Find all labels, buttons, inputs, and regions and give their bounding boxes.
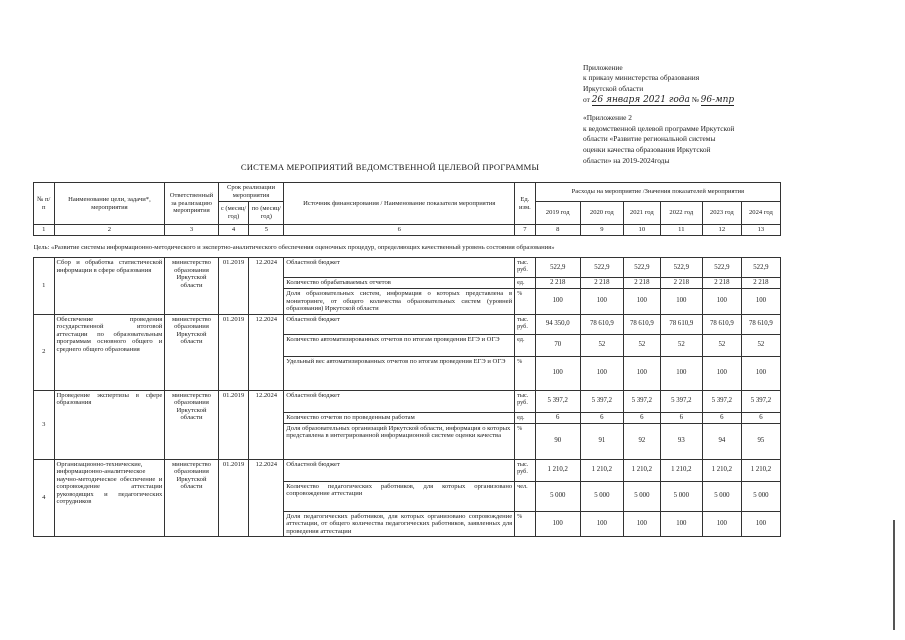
value-cell: 91	[580, 423, 623, 459]
column-number: 5	[249, 225, 284, 236]
column-number: 13	[741, 225, 780, 236]
value-cell: 5 000	[660, 481, 702, 511]
row-number: 4	[34, 459, 55, 537]
unit: тыс. руб.	[515, 390, 536, 412]
value-cell: 78 610,9	[660, 314, 702, 334]
column-number: 2	[54, 225, 165, 236]
value-cell: 2 218	[580, 278, 623, 289]
value-cell: 1 210,2	[535, 459, 580, 481]
value-cell: 5 397,2	[535, 390, 580, 412]
date-from: 01.2019	[218, 258, 249, 315]
value-cell: 100	[702, 511, 741, 537]
appendix-line: к приказу министерства образования	[583, 73, 700, 83]
appendix2-line: области» на 2019-2024годы	[583, 155, 670, 165]
appendix-header	[583, 63, 823, 107]
number-label: №	[691, 95, 699, 105]
header-row	[34, 183, 781, 202]
unit: тыс. руб.	[515, 459, 536, 481]
measure-name: Проведение экспертизы в сфере образования	[54, 390, 165, 459]
measures-table	[33, 182, 781, 537]
value-cell: 100	[623, 288, 660, 314]
date-to: 12.2024	[249, 459, 284, 537]
indicator-label: Удельный вес автоматизированных отчетов по итогам проведения ЕГЭ и ОГЭ	[284, 356, 515, 390]
value-cell: 70	[535, 334, 580, 356]
value-cell: 522,9	[741, 258, 780, 278]
value-cell: 6	[623, 412, 660, 423]
value-cell: 95	[741, 423, 780, 459]
value-cell: 100	[580, 288, 623, 314]
value-cell: 52	[660, 334, 702, 356]
value-cell: 100	[741, 356, 780, 390]
header-year: 2019 год	[535, 202, 580, 225]
value-cell: 100	[702, 356, 741, 390]
value-cell: 522,9	[660, 258, 702, 278]
indicator-label: Количество педагогических работников, для которых организовано сопровождение аттестации	[284, 481, 515, 511]
table-row	[34, 314, 781, 334]
value-cell: 100	[580, 511, 623, 537]
header-term: Срок реализации мероприятия	[218, 183, 284, 202]
value-cell: 522,9	[580, 258, 623, 278]
responsible: министерство образования Иркутской области	[165, 258, 218, 315]
responsible: министерство образования Иркутской области	[165, 459, 218, 537]
value-cell: 100	[623, 356, 660, 390]
indicator-label: Доля педагогических работников, для которых организовано сопровождение аттестации, от общего количества педагогических работников, заявленных для проведения аттестации	[284, 511, 515, 537]
handwritten-date: 26 января 2021 года	[591, 95, 690, 106]
header-unit: Ед. изм.	[515, 183, 536, 225]
value-cell: 100	[660, 511, 702, 537]
measure-name: Обеспечение проведения государственной итоговой аттестации по образовательным программам основного общего и среднего общего образования	[54, 314, 165, 390]
column-number: 7	[515, 225, 536, 236]
value-cell: 1 210,2	[702, 459, 741, 481]
value-cell: 100	[535, 511, 580, 537]
date-from: 01.2019	[218, 459, 249, 537]
value-cell: 5 000	[702, 481, 741, 511]
column-number: 1	[34, 225, 55, 236]
value-cell: 100	[535, 288, 580, 314]
date-to: 12.2024	[249, 390, 284, 459]
value-cell: 2 218	[535, 278, 580, 289]
header-year: 2024 год	[741, 202, 780, 225]
column-number: 9	[580, 225, 623, 236]
appendix2-line: оценки качества образования Иркутской	[583, 145, 711, 155]
value-cell: 1 210,2	[660, 459, 702, 481]
column-number: 12	[702, 225, 741, 236]
value-cell: 6	[702, 412, 741, 423]
appendix2-line: области «Развитие региональной системы	[583, 134, 716, 144]
indicator-label: Областной бюджет	[284, 258, 515, 278]
header-responsible: Ответственный за реализацию мероприятия	[165, 183, 218, 225]
value-cell: 1 210,2	[741, 459, 780, 481]
measure-name: Организационно-технические, информационно-аналитическое научно-методическое обеспечение и сопровождение аттестации руководящих и педагогических сотрудников	[54, 459, 165, 537]
value-cell: 2 218	[702, 278, 741, 289]
goal-text: Цель: «Развитие системы информационно-методического и экспертно-аналитического обеспечения оценочных процедур, определяющих качественный уровень состояния образования»	[33, 243, 555, 251]
value-cell: 5 397,2	[702, 390, 741, 412]
value-cell: 78 610,9	[580, 314, 623, 334]
value-cell: 94	[702, 423, 741, 459]
table-row	[34, 258, 781, 278]
date-from: 01.2019	[218, 390, 249, 459]
unit: ед.	[515, 412, 536, 423]
header-year: 2020 год	[580, 202, 623, 225]
header-name: Наименование цели, задачи*, мероприятия	[54, 183, 165, 225]
value-cell: 78 610,9	[623, 314, 660, 334]
value-cell: 94 350,0	[535, 314, 580, 334]
unit: %	[515, 356, 536, 390]
unit: ед.	[515, 278, 536, 289]
appendix2-line: «Приложение 2	[583, 113, 632, 122]
value-cell: 5 397,2	[623, 390, 660, 412]
value-cell: 100	[741, 288, 780, 314]
table-row	[34, 390, 781, 412]
column-number: 10	[623, 225, 660, 236]
table-row	[34, 459, 781, 481]
unit: %	[515, 511, 536, 537]
value-cell: 5 000	[580, 481, 623, 511]
value-cell: 100	[535, 356, 580, 390]
header-year: 2023 год	[702, 202, 741, 225]
value-cell: 93	[660, 423, 702, 459]
appendix-date-line	[583, 94, 823, 107]
unit: тыс. руб.	[515, 258, 536, 278]
responsible: министерство образования Иркутской области	[165, 314, 218, 390]
header-to: по (месяц/ год)	[249, 202, 284, 225]
date-prefix: от	[583, 95, 590, 105]
column-number: 4	[218, 225, 249, 236]
indicator-label: Областной бюджет	[284, 314, 515, 334]
value-cell: 6	[580, 412, 623, 423]
header-num: № п/п	[34, 183, 55, 225]
handwritten-number: 96-мпр	[700, 95, 735, 106]
value-cell: 522,9	[702, 258, 741, 278]
goal-row	[34, 235, 781, 258]
value-cell: 78 610,9	[741, 314, 780, 334]
indicator-label: Доля образовательных систем, информация о которых представлена в мониторинге, от общего количества образовательных систем (уровней образования) Иркутской области	[284, 288, 515, 314]
value-cell: 100	[660, 356, 702, 390]
value-cell: 5 000	[535, 481, 580, 511]
unit: тыс. руб.	[515, 314, 536, 334]
value-cell: 2 218	[623, 278, 660, 289]
column-number: 6	[284, 225, 515, 236]
row-number: 1	[34, 258, 55, 315]
value-cell: 1 210,2	[580, 459, 623, 481]
value-cell: 90	[535, 423, 580, 459]
header-expenses: Расходы на мероприятие /Значения показателей мероприятия	[535, 183, 780, 202]
row-number: 2	[34, 314, 55, 390]
row-number: 3	[34, 390, 55, 459]
value-cell: 100	[660, 288, 702, 314]
date-to: 12.2024	[249, 258, 284, 315]
value-cell: 522,9	[535, 258, 580, 278]
document-title: СИСТЕМА МЕРОПРИЯТИЙ ВЕДОМСТВЕННОЙ ЦЕЛЕВОЙ ПРОГРАММЫ	[240, 162, 540, 172]
value-cell: 5 000	[623, 481, 660, 511]
unit: ед.	[515, 334, 536, 356]
indicator-label: Количество автоматизированных отчетов по итогам проведения ЕГЭ и ОГЭ	[284, 334, 515, 356]
value-cell: 100	[623, 511, 660, 537]
value-cell: 5 397,2	[580, 390, 623, 412]
responsible: министерство образования Иркутской области	[165, 390, 218, 459]
value-cell: 5 000	[741, 481, 780, 511]
scan-edge-line	[893, 520, 895, 630]
value-cell: 5 397,2	[660, 390, 702, 412]
value-cell: 100	[580, 356, 623, 390]
header-year: 2022 год	[660, 202, 702, 225]
unit: %	[515, 288, 536, 314]
date-to: 12.2024	[249, 314, 284, 390]
value-cell: 6	[660, 412, 702, 423]
value-cell: 5 397,2	[741, 390, 780, 412]
indicator-label: Областной бюджет	[284, 459, 515, 481]
value-cell: 6	[535, 412, 580, 423]
header-year: 2021 год	[623, 202, 660, 225]
date-from: 01.2019	[218, 314, 249, 390]
appendix-line: Иркутской области	[583, 83, 644, 93]
header-from: с (месяц/ год)	[218, 202, 249, 225]
value-cell: 2 218	[741, 278, 780, 289]
value-cell: 100	[741, 511, 780, 537]
value-cell: 52	[702, 334, 741, 356]
column-number: 11	[660, 225, 702, 236]
unit: %	[515, 423, 536, 459]
indicator-label: Доля образовательных организаций Иркутской области, информация о которых представлена в интегрированной информационной системе оценки качества	[284, 423, 515, 459]
indicator-label: Количество отчетов по проведенным работам	[284, 412, 515, 423]
appendix2-header	[583, 113, 798, 167]
appendix2-line: к ведомственной целевой программе Иркутской	[583, 123, 735, 133]
value-cell: 100	[702, 288, 741, 314]
value-cell: 52	[741, 334, 780, 356]
value-cell: 522,9	[623, 258, 660, 278]
column-number: 3	[165, 225, 218, 236]
value-cell: 52	[623, 334, 660, 356]
value-cell: 92	[623, 423, 660, 459]
column-number-row	[34, 225, 781, 236]
value-cell: 6	[741, 412, 780, 423]
column-number: 8	[535, 225, 580, 236]
value-cell: 52	[580, 334, 623, 356]
header-source: Источник финансирования / Наименование показателя мероприятия	[284, 183, 515, 225]
indicator-label: Количество обрабатываемых отчетов	[284, 278, 515, 289]
indicator-label: Областной бюджет	[284, 390, 515, 412]
value-cell: 1 210,2	[623, 459, 660, 481]
value-cell: 78 610,9	[702, 314, 741, 334]
value-cell: 2 218	[660, 278, 702, 289]
unit: чел.	[515, 481, 536, 511]
measure-name: Сбор и обработка статистической информации в сфере образования	[54, 258, 165, 315]
appendix-line: Приложение	[583, 63, 623, 72]
